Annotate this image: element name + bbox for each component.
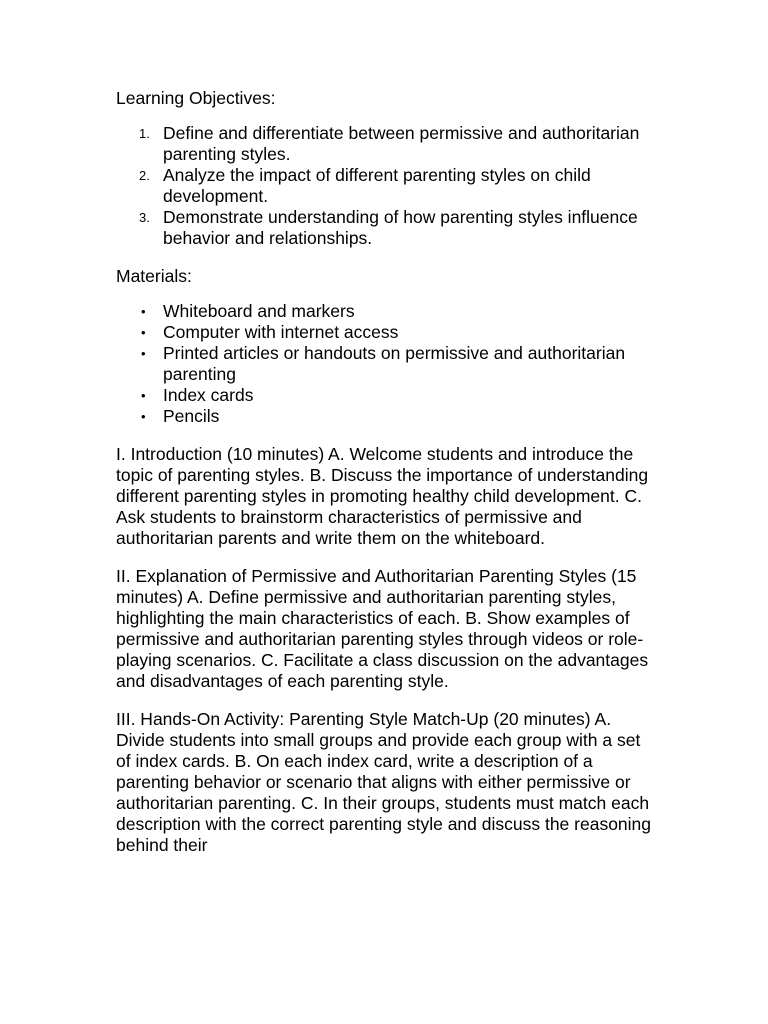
bullet-icon: • bbox=[141, 388, 146, 403]
list-item bbox=[116, 165, 656, 207]
list-item bbox=[116, 385, 656, 406]
list-item bbox=[116, 406, 656, 427]
bullet-icon: • bbox=[141, 304, 146, 319]
bullet-icon: • bbox=[141, 325, 146, 340]
list-item bbox=[116, 207, 656, 249]
list-number: 2. bbox=[139, 168, 150, 183]
learning-objectives-list bbox=[116, 123, 656, 249]
list-item-text: Analyze the impact of different parenting styles on child development. bbox=[163, 165, 591, 206]
list-item bbox=[116, 123, 656, 165]
list-item bbox=[116, 301, 656, 322]
list-number: 1. bbox=[139, 126, 150, 141]
list-item bbox=[116, 343, 656, 385]
paragraph-hands-on-activity: III. Hands-On Activity: Parenting Style Match-Up (20 minutes) A. Divide students into small groups and provide each group with a set of index cards. B. On each index card, write a description of a parenting behavior or scenario that aligns with either permissive or authoritarian parenting. C. In their groups, students must match each description with the correct parenting style and discuss the reasoning behind their bbox=[116, 709, 652, 855]
list-item-text: Index cards bbox=[163, 385, 254, 405]
list-number: 3. bbox=[139, 210, 150, 225]
bullet-icon: • bbox=[141, 346, 146, 361]
list-item-text: Computer with internet access bbox=[163, 322, 399, 342]
list-item-text: Demonstrate understanding of how parenting styles influence behavior and relationships. bbox=[163, 207, 638, 248]
bullet-icon: • bbox=[141, 409, 146, 424]
list-item-text: Whiteboard and markers bbox=[163, 301, 355, 321]
paragraph-explanation: II. Explanation of Permissive and Authoritarian Parenting Styles (15 minutes) A. Define permissive and authoritarian parenting styles, highlighting the main characteristics of each. B. Show examples of permissive and authoritarian parenting styles through videos or role-playing scenarios. C. Facilitate a class discussion on the advantages and disadvantages of each parenting style. bbox=[116, 566, 649, 691]
materials-list bbox=[116, 301, 656, 427]
list-item-text: Pencils bbox=[163, 406, 220, 426]
list-item bbox=[116, 322, 656, 343]
document-page bbox=[116, 88, 656, 856]
materials-heading: Materials: bbox=[116, 266, 192, 286]
paragraph-introduction: I. Introduction (10 minutes) A. Welcome students and introduce the topic of parenting styles. B. Discuss the importance of understanding different parenting styles in promoting healthy child development. C. Ask students to brainstorm characteristics of permissive and authoritarian parents and write them on the whiteboard. bbox=[116, 444, 649, 548]
list-item-text: Define and differentiate between permissive and authoritarian parenting styles. bbox=[163, 123, 640, 164]
list-item-text: Printed articles or handouts on permissive and authoritarian parenting bbox=[163, 343, 626, 384]
learning-objectives-heading: Learning Objectives: bbox=[116, 88, 276, 108]
